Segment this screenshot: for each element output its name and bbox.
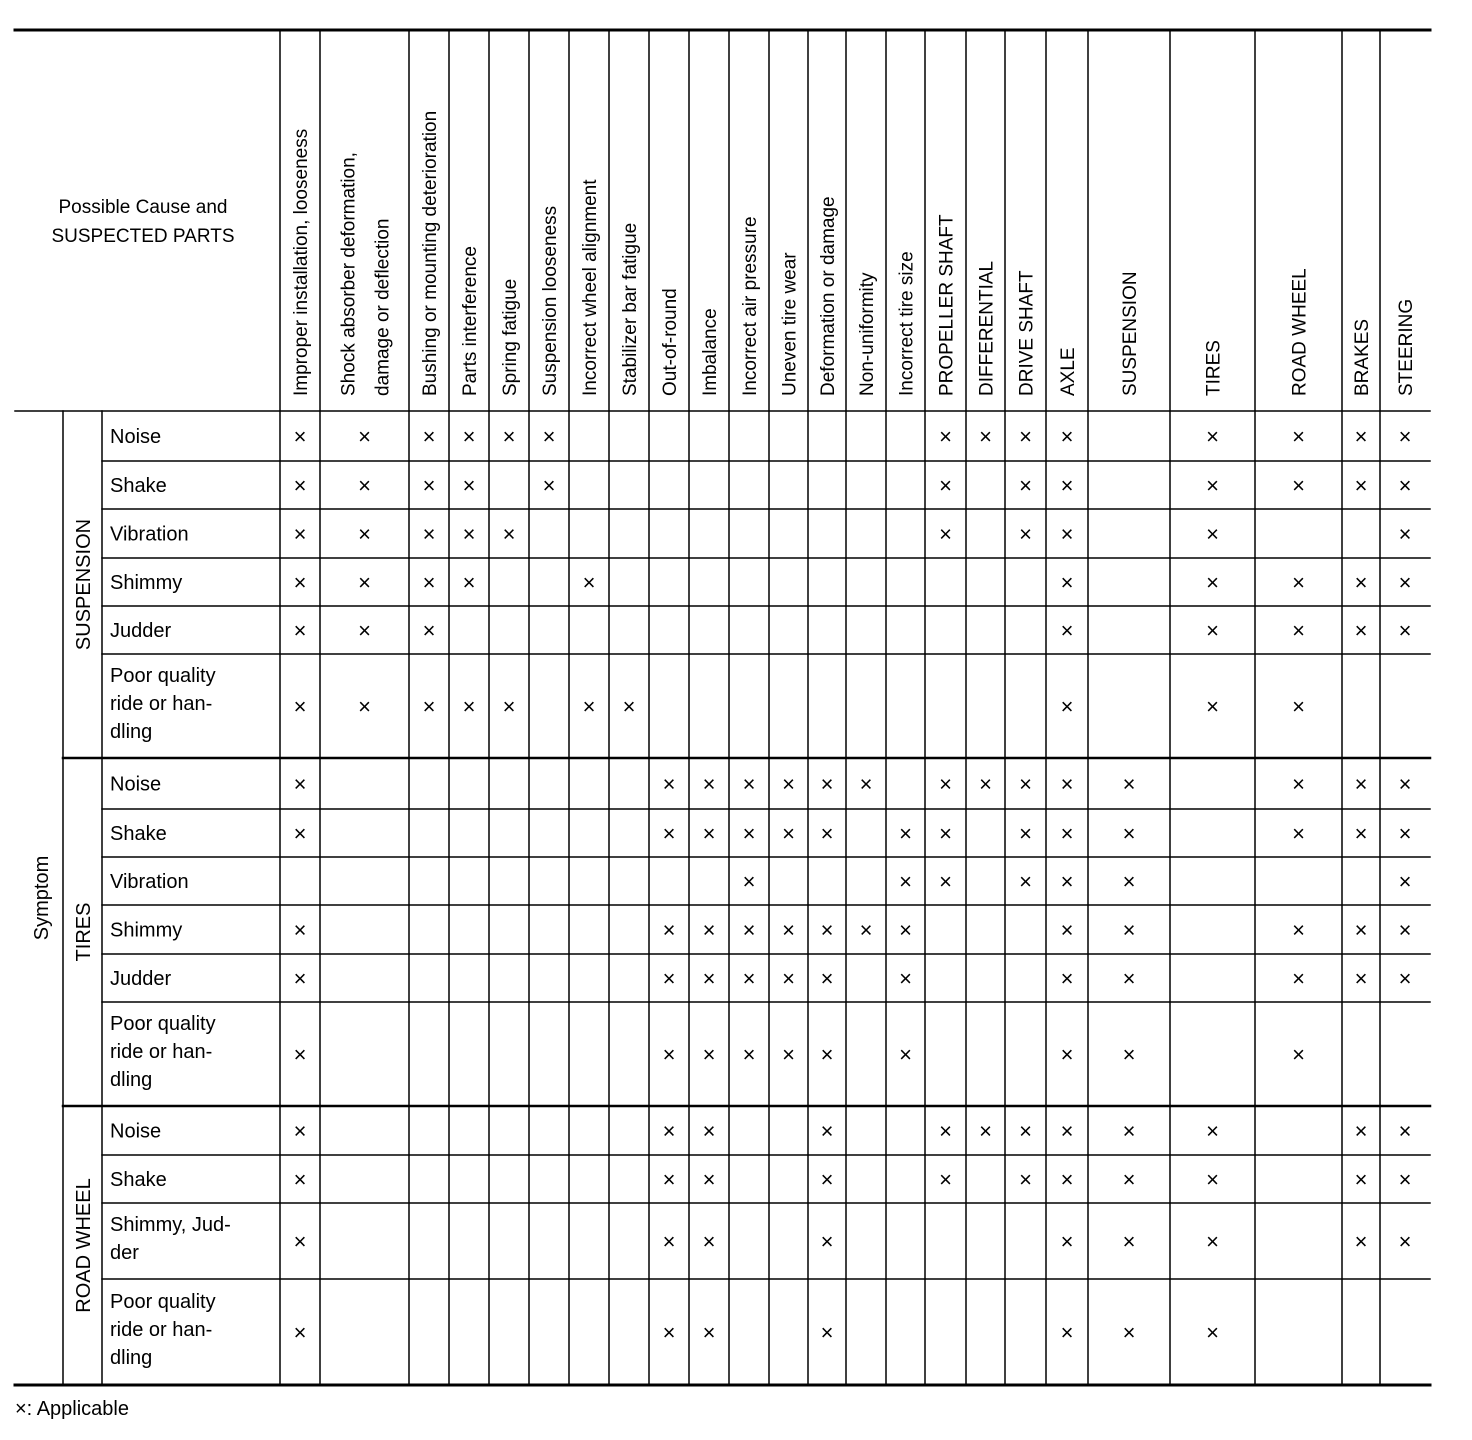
applicable-mark: ×: [702, 771, 716, 797]
column-header-label: Incorrect wheel alignment: [580, 179, 601, 396]
applicable-mark: ×: [1398, 473, 1412, 498]
applicable-mark: ×: [1122, 1167, 1136, 1192]
symptom-row-label: Shimmy: [110, 572, 183, 594]
applicable-mark: ×: [702, 821, 716, 846]
symptom-row-label: Judder: [110, 620, 172, 642]
applicable-mark: ×: [1354, 618, 1368, 643]
applicable-mark: ×: [1060, 1167, 1074, 1192]
symptom-row-label: Noise: [110, 1120, 162, 1143]
applicable-mark: ×: [358, 618, 371, 643]
applicable-mark: ×: [899, 869, 912, 894]
applicable-mark: ×: [820, 771, 834, 797]
applicable-mark: ×: [1206, 521, 1219, 547]
applicable-mark: ×: [1292, 570, 1305, 595]
symptom-label: Symptom: [31, 855, 53, 941]
applicable-mark: ×: [1206, 570, 1219, 595]
symptom-row-label: Shake: [110, 823, 167, 845]
symptom-row-label: Shake: [110, 475, 167, 497]
applicable-mark: ×: [1354, 424, 1368, 449]
column-header-label: Improper installation, looseness: [291, 128, 312, 396]
applicable-mark: ×: [1354, 1118, 1368, 1144]
applicable-mark: ×: [702, 1167, 716, 1192]
symptom-row-label: Poor quality: [110, 665, 216, 687]
applicable-mark: ×: [1206, 1167, 1219, 1192]
applicable-mark: ×: [1354, 771, 1368, 797]
applicable-mark: ×: [1060, 694, 1074, 719]
column-header-label: BRAKES: [1352, 318, 1373, 396]
symptom-row-label: Shake: [110, 1169, 167, 1191]
column-header-label: Suspension looseness: [540, 205, 561, 396]
applicable-mark: ×: [1122, 869, 1136, 894]
applicable-mark: ×: [702, 1320, 716, 1345]
applicable-mark: ×: [422, 694, 436, 719]
applicable-mark: ×: [1398, 869, 1412, 894]
applicable-mark: ×: [782, 917, 795, 943]
symptom-row-label: Vibration: [110, 523, 189, 546]
applicable-mark: ×: [1292, 424, 1305, 449]
applicable-mark: ×: [293, 1118, 307, 1144]
applicable-mark: ×: [1122, 821, 1136, 846]
applicable-mark: ×: [1398, 521, 1412, 547]
applicable-mark: ×: [1122, 771, 1136, 797]
corner-header-line: SUSPECTED PARTS: [51, 226, 235, 247]
column-header-label: Incorrect air pressure: [740, 216, 761, 396]
applicable-mark: ×: [742, 771, 756, 797]
applicable-mark: ×: [939, 424, 952, 449]
applicable-mark: ×: [979, 771, 992, 797]
applicable-mark: ×: [899, 966, 912, 991]
applicable-mark: ×: [358, 570, 371, 595]
symptom-row-label: dling: [110, 1347, 153, 1369]
applicable-mark: ×: [820, 1118, 834, 1144]
applicable-mark: ×: [782, 1042, 795, 1067]
applicable-mark: ×: [1019, 1118, 1032, 1144]
applicable-mark: ×: [742, 1042, 756, 1067]
symptom-row-label: Poor quality: [110, 1013, 216, 1035]
applicable-mark: ×: [1398, 1167, 1412, 1192]
applicable-mark: ×: [1292, 1042, 1305, 1067]
applicable-mark: ×: [1354, 473, 1368, 498]
symptom-row-label: Vibration: [110, 871, 189, 893]
applicable-mark: ×: [782, 966, 795, 991]
applicable-mark: ×: [1292, 917, 1305, 943]
applicable-mark: ×: [1206, 1118, 1219, 1144]
applicable-mark: ×: [702, 917, 716, 943]
applicable-mark: ×: [939, 869, 952, 894]
column-header-label: Deformation or damage: [818, 196, 839, 396]
applicable-mark: ×: [293, 917, 307, 943]
applicable-mark: ×: [662, 1042, 676, 1067]
group-label: ROAD WHEEL: [73, 1178, 95, 1313]
applicable-mark: ×: [662, 1229, 676, 1254]
applicable-mark: ×: [662, 966, 676, 991]
applicable-mark: ×: [1122, 1320, 1136, 1345]
applicable-mark: ×: [1354, 821, 1368, 846]
applicable-mark: ×: [1292, 966, 1305, 991]
applicable-mark: ×: [1122, 1229, 1136, 1254]
applicable-mark: ×: [293, 570, 307, 595]
column-header-label: PROPELLER SHAFT: [936, 214, 958, 396]
symptom-row-label: ride or han-: [110, 1319, 213, 1341]
applicable-mark: ×: [702, 1229, 716, 1254]
applicable-mark: ×: [293, 521, 307, 547]
column-header-label: damage or deflection: [372, 218, 394, 396]
applicable-mark: ×: [859, 771, 873, 797]
applicable-mark: ×: [662, 1118, 676, 1144]
applicable-mark: ×: [662, 1167, 676, 1192]
applicable-mark: ×: [1060, 1042, 1074, 1067]
applicable-mark: ×: [293, 1229, 307, 1254]
applicable-mark: ×: [820, 966, 834, 991]
applicable-mark: ×: [979, 424, 992, 449]
column-header-label: Uneven tire wear: [779, 252, 801, 396]
applicable-mark: ×: [820, 1167, 834, 1192]
applicable-mark: ×: [293, 424, 307, 449]
applicable-mark: ×: [293, 1042, 307, 1067]
applicable-mark: ×: [622, 694, 636, 719]
applicable-mark: ×: [422, 618, 436, 643]
applicable-mark: ×: [1398, 570, 1412, 595]
applicable-mark: ×: [1206, 473, 1219, 498]
group-label: SUSPENSION: [73, 518, 95, 651]
applicable-mark: ×: [422, 521, 436, 547]
applicable-mark: ×: [1398, 917, 1412, 943]
column-header-label: DIFFERENTIAL: [976, 260, 998, 396]
applicable-mark: ×: [1398, 424, 1412, 449]
applicable-mark: ×: [742, 917, 756, 943]
applicable-mark: ×: [702, 1042, 716, 1067]
applicable-mark: ×: [1206, 1229, 1219, 1254]
applicable-mark: ×: [1354, 1167, 1368, 1192]
applicable-mark: ×: [1060, 521, 1074, 547]
applicable-mark: ×: [662, 771, 676, 797]
applicable-mark: ×: [1060, 821, 1074, 846]
column-header-label: ROAD WHEEL: [1289, 268, 1311, 396]
applicable-mark: ×: [859, 917, 873, 943]
applicable-mark: ×: [742, 821, 756, 846]
column-header-label: Shock absorber deformation,: [338, 152, 360, 396]
applicable-mark: ×: [462, 521, 476, 547]
applicable-mark: ×: [1122, 1118, 1136, 1144]
applicable-mark: ×: [1060, 771, 1074, 797]
applicable-mark: ×: [1060, 966, 1074, 991]
corner-header-line: Possible Cause and: [58, 197, 228, 218]
applicable-mark: ×: [742, 966, 756, 991]
symptom-row-label: Shimmy: [110, 919, 183, 942]
applicable-mark: ×: [702, 1118, 716, 1144]
column-header-label: Spring fatigue: [500, 278, 521, 396]
applicable-mark: ×: [1019, 821, 1032, 846]
applicable-mark: ×: [462, 694, 476, 719]
symptom-row-label: Judder: [110, 968, 172, 990]
applicable-mark: ×: [1060, 1118, 1074, 1144]
applicable-mark: ×: [1019, 424, 1032, 449]
column-header-label: Parts interference: [460, 246, 481, 396]
symptom-row-label: dling: [110, 721, 153, 743]
applicable-mark: ×: [1019, 473, 1032, 498]
applicable-mark: ×: [1206, 618, 1219, 643]
applicable-mark: ×: [1060, 473, 1074, 498]
applicable-mark: ×: [502, 521, 516, 547]
symptom-row-label: dling: [110, 1069, 153, 1091]
applicable-mark: ×: [939, 521, 952, 547]
column-header-label: Non-uniformity: [857, 272, 878, 396]
column-header-label: Imbalance: [700, 308, 721, 396]
applicable-mark: ×: [1060, 1320, 1074, 1345]
column-header-label: DRIVE SHAFT: [1016, 270, 1038, 396]
applicable-mark: ×: [1398, 1118, 1412, 1144]
applicable-mark: ×: [542, 473, 556, 498]
applicable-mark: ×: [1060, 570, 1074, 595]
applicable-mark: ×: [979, 1118, 992, 1144]
applicable-mark: ×: [1019, 771, 1032, 797]
symptom-row-label: ride or han-: [110, 693, 213, 715]
symptom-row-label: Noise: [110, 773, 162, 796]
column-header-label: Stabilizer bar fatigue: [620, 222, 641, 396]
symptom-row-label: Shimmy, Jud-: [110, 1214, 231, 1236]
symptom-row-label: Noise: [110, 426, 162, 448]
applicable-mark: ×: [422, 473, 436, 498]
applicable-mark: ×: [582, 694, 596, 719]
applicable-mark: ×: [1060, 618, 1074, 643]
applicable-mark: ×: [293, 1320, 307, 1345]
applicable-mark: ×: [358, 424, 371, 449]
applicable-mark: ×: [1398, 618, 1412, 643]
applicable-mark: ×: [462, 424, 476, 449]
applicable-mark: ×: [662, 821, 676, 846]
applicable-mark: ×: [1292, 821, 1305, 846]
column-header-label: Bushing or mounting deterioration: [420, 110, 441, 396]
applicable-mark: ×: [782, 771, 795, 797]
applicable-mark: ×: [1122, 1042, 1136, 1067]
applicable-mark: ×: [462, 570, 476, 595]
applicable-mark: ×: [820, 1229, 834, 1254]
column-header-label: AXLE: [1058, 347, 1079, 396]
applicable-mark: ×: [293, 1167, 307, 1192]
applicable-mark: ×: [662, 917, 676, 943]
applicable-mark: ×: [1019, 1167, 1032, 1192]
applicable-mark: ×: [358, 521, 371, 547]
applicable-mark: ×: [899, 1042, 912, 1067]
column-header-label: Incorrect tire size: [896, 251, 918, 396]
applicable-mark: ×: [1060, 917, 1074, 943]
applicable-mark: ×: [1354, 570, 1368, 595]
applicable-mark: ×: [1019, 869, 1032, 894]
applicable-mark: ×: [1354, 917, 1368, 943]
applicable-mark: ×: [1398, 821, 1412, 846]
applicable-mark: ×: [1398, 966, 1412, 991]
symptom-row-label: ride or han-: [110, 1041, 213, 1063]
applicable-mark: ×: [1398, 771, 1412, 797]
applicable-mark: ×: [1060, 424, 1074, 449]
applicable-mark: ×: [662, 1320, 676, 1345]
applicable-mark: ×: [293, 473, 307, 498]
applicable-mark: ×: [1292, 694, 1305, 719]
applicable-mark: ×: [820, 821, 834, 846]
applicable-mark: ×: [939, 821, 952, 846]
applicable-mark: ×: [899, 917, 912, 943]
column-header-label: TIRES: [1203, 340, 1225, 396]
applicable-mark: ×: [502, 694, 516, 719]
applicable-mark: ×: [582, 570, 596, 595]
applicable-mark: ×: [1206, 424, 1219, 449]
applicable-mark: ×: [939, 1118, 952, 1144]
column-header-label: Out-of-round: [660, 288, 681, 396]
applicable-mark: ×: [1122, 966, 1136, 991]
applicable-mark: ×: [939, 771, 952, 797]
symptom-row-label: Poor quality: [110, 1291, 216, 1313]
legend-footnote: ×: Applicable: [15, 1398, 129, 1420]
applicable-mark: ×: [820, 917, 834, 943]
applicable-mark: ×: [358, 694, 371, 719]
applicable-mark: ×: [293, 966, 307, 991]
applicable-mark: ×: [293, 771, 307, 797]
applicable-mark: ×: [422, 570, 436, 595]
applicable-mark: ×: [422, 424, 436, 449]
applicable-mark: ×: [358, 473, 371, 498]
applicable-mark: ×: [462, 473, 476, 498]
applicable-mark: ×: [1354, 966, 1368, 991]
applicable-mark: ×: [1354, 1229, 1368, 1254]
applicable-mark: ×: [542, 424, 556, 449]
applicable-mark: ×: [820, 1042, 834, 1067]
column-header-label: SUSPENSION: [1120, 271, 1141, 396]
applicable-mark: ×: [1292, 771, 1305, 797]
applicable-mark: ×: [1122, 917, 1136, 943]
group-label: TIRES: [73, 902, 95, 962]
symptom-row-label: der: [110, 1242, 139, 1264]
column-header-label: STEERING: [1396, 298, 1417, 396]
applicable-mark: ×: [742, 869, 756, 894]
applicable-mark: ×: [899, 821, 912, 846]
applicable-mark: ×: [1060, 1229, 1074, 1254]
applicable-mark: ×: [293, 618, 307, 643]
applicable-mark: ×: [820, 1320, 834, 1345]
applicable-mark: ×: [782, 821, 795, 846]
applicable-mark: ×: [939, 473, 952, 498]
applicable-mark: ×: [1398, 1229, 1412, 1254]
applicable-mark: ×: [939, 1167, 952, 1192]
applicable-mark: ×: [1292, 473, 1305, 498]
applicable-mark: ×: [1206, 1320, 1219, 1345]
applicable-mark: ×: [293, 694, 307, 719]
applicable-mark: ×: [1060, 869, 1074, 894]
applicable-mark: ×: [702, 966, 716, 991]
applicable-mark: ×: [1292, 618, 1305, 643]
applicable-mark: ×: [1019, 521, 1032, 547]
applicable-mark: ×: [293, 821, 307, 846]
applicable-mark: ×: [1206, 694, 1219, 719]
applicable-mark: ×: [502, 424, 516, 449]
